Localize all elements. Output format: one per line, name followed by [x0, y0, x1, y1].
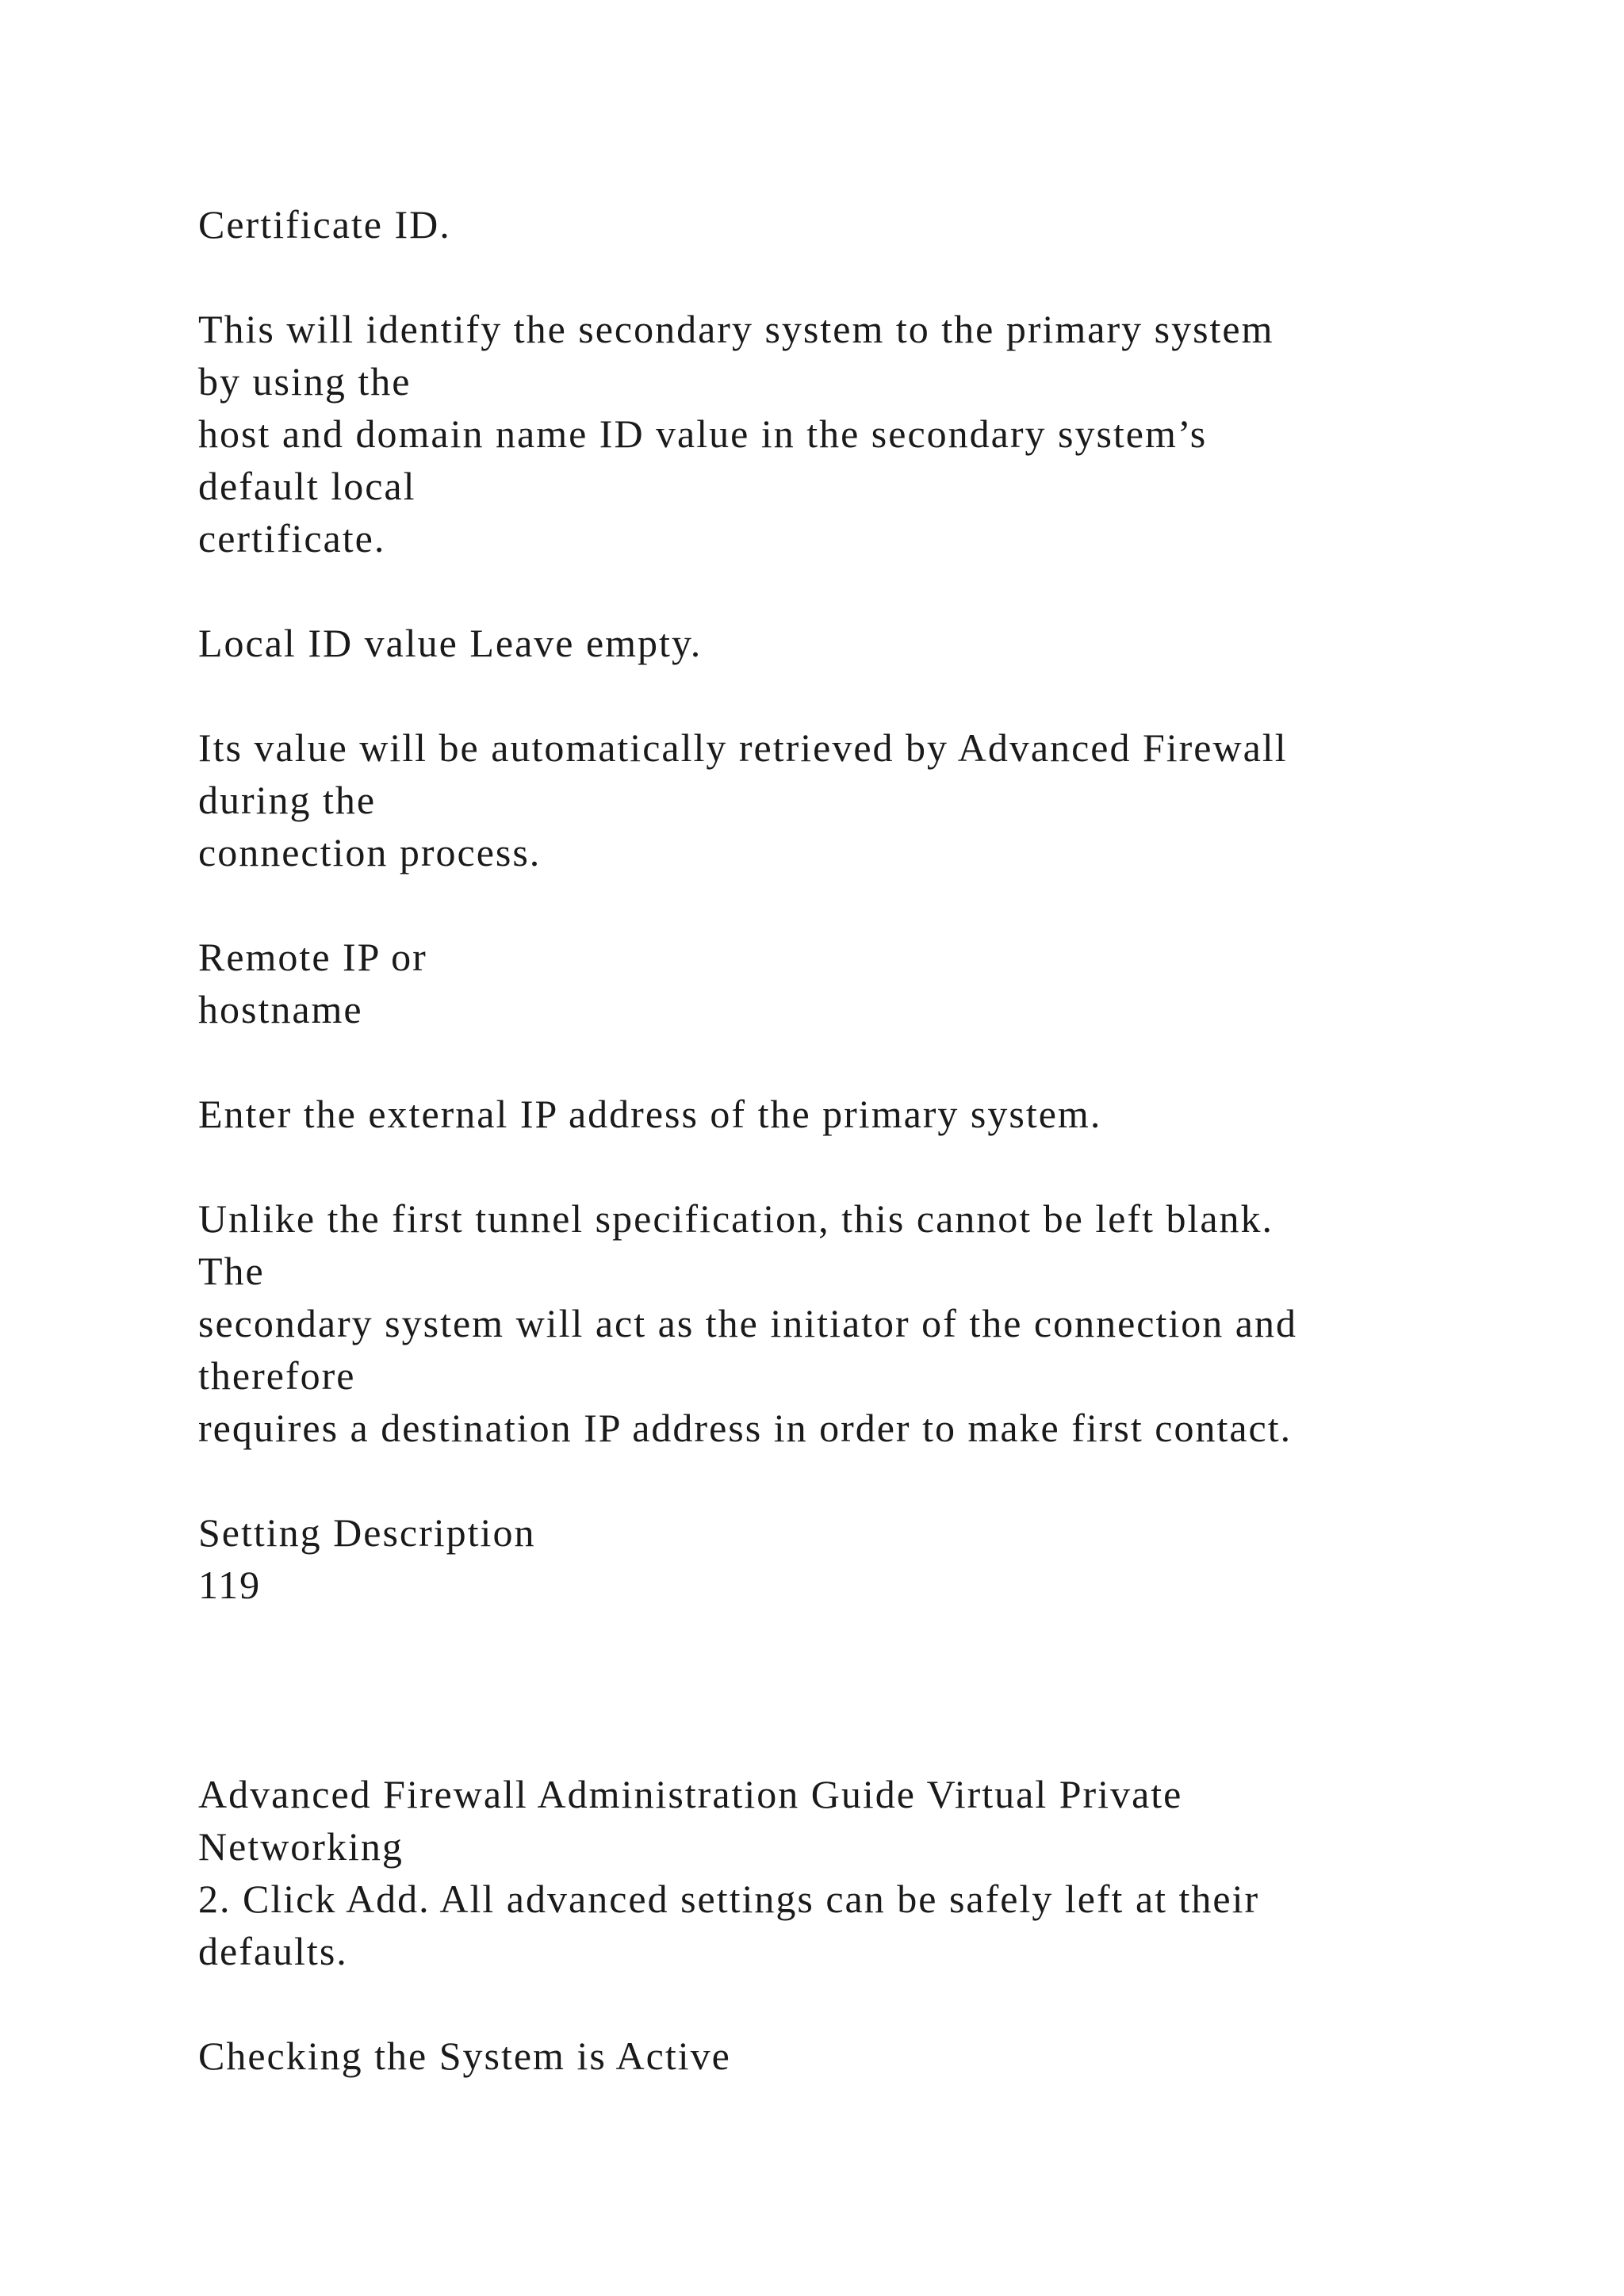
text-line: Enter the external IP address of the primary system.	[198, 1092, 1102, 1136]
text-line: host and domain name ID value in the secondary system’s	[198, 411, 1208, 456]
text-line: during the	[198, 778, 377, 822]
text-line: The	[198, 1249, 265, 1293]
text-line: Unlike the first tunnel specification, this cannot be left blank.	[198, 1196, 1274, 1241]
text-line: Setting Description	[198, 1510, 536, 1555]
text-line: Local ID value Leave empty.	[198, 621, 703, 665]
text-line: This will identify the secondary system to the primary system	[198, 307, 1274, 351]
text-line: 2. Click Add. All advanced settings can be safely left at their	[198, 1877, 1260, 1921]
running-header: Networking	[198, 1824, 404, 1869]
text-line: hostname	[198, 987, 363, 1031]
text-line: by using the	[198, 359, 412, 404]
running-header: Advanced Firewall Administration Guide Virtual Private	[198, 1772, 1183, 1816]
text-line: therefore	[198, 1353, 356, 1398]
text-line: Its value will be automatically retrieved by Advanced Firewall	[198, 725, 1288, 770]
text-line: secondary system will act as the initiator of the connection and	[198, 1301, 1297, 1345]
text-line: connection process.	[198, 830, 542, 874]
text-line: defaults.	[198, 1929, 348, 1973]
text-line: Certificate ID.	[198, 202, 451, 247]
section-heading: Checking the System is Active	[198, 2034, 731, 2078]
text-line: certificate.	[198, 516, 386, 561]
text-line: default local	[198, 464, 416, 508]
page-number: 119	[198, 1563, 262, 1607]
text-line: requires a destination IP address in order to make first contact.	[198, 1406, 1293, 1450]
text-line: Remote IP or	[198, 935, 427, 979]
